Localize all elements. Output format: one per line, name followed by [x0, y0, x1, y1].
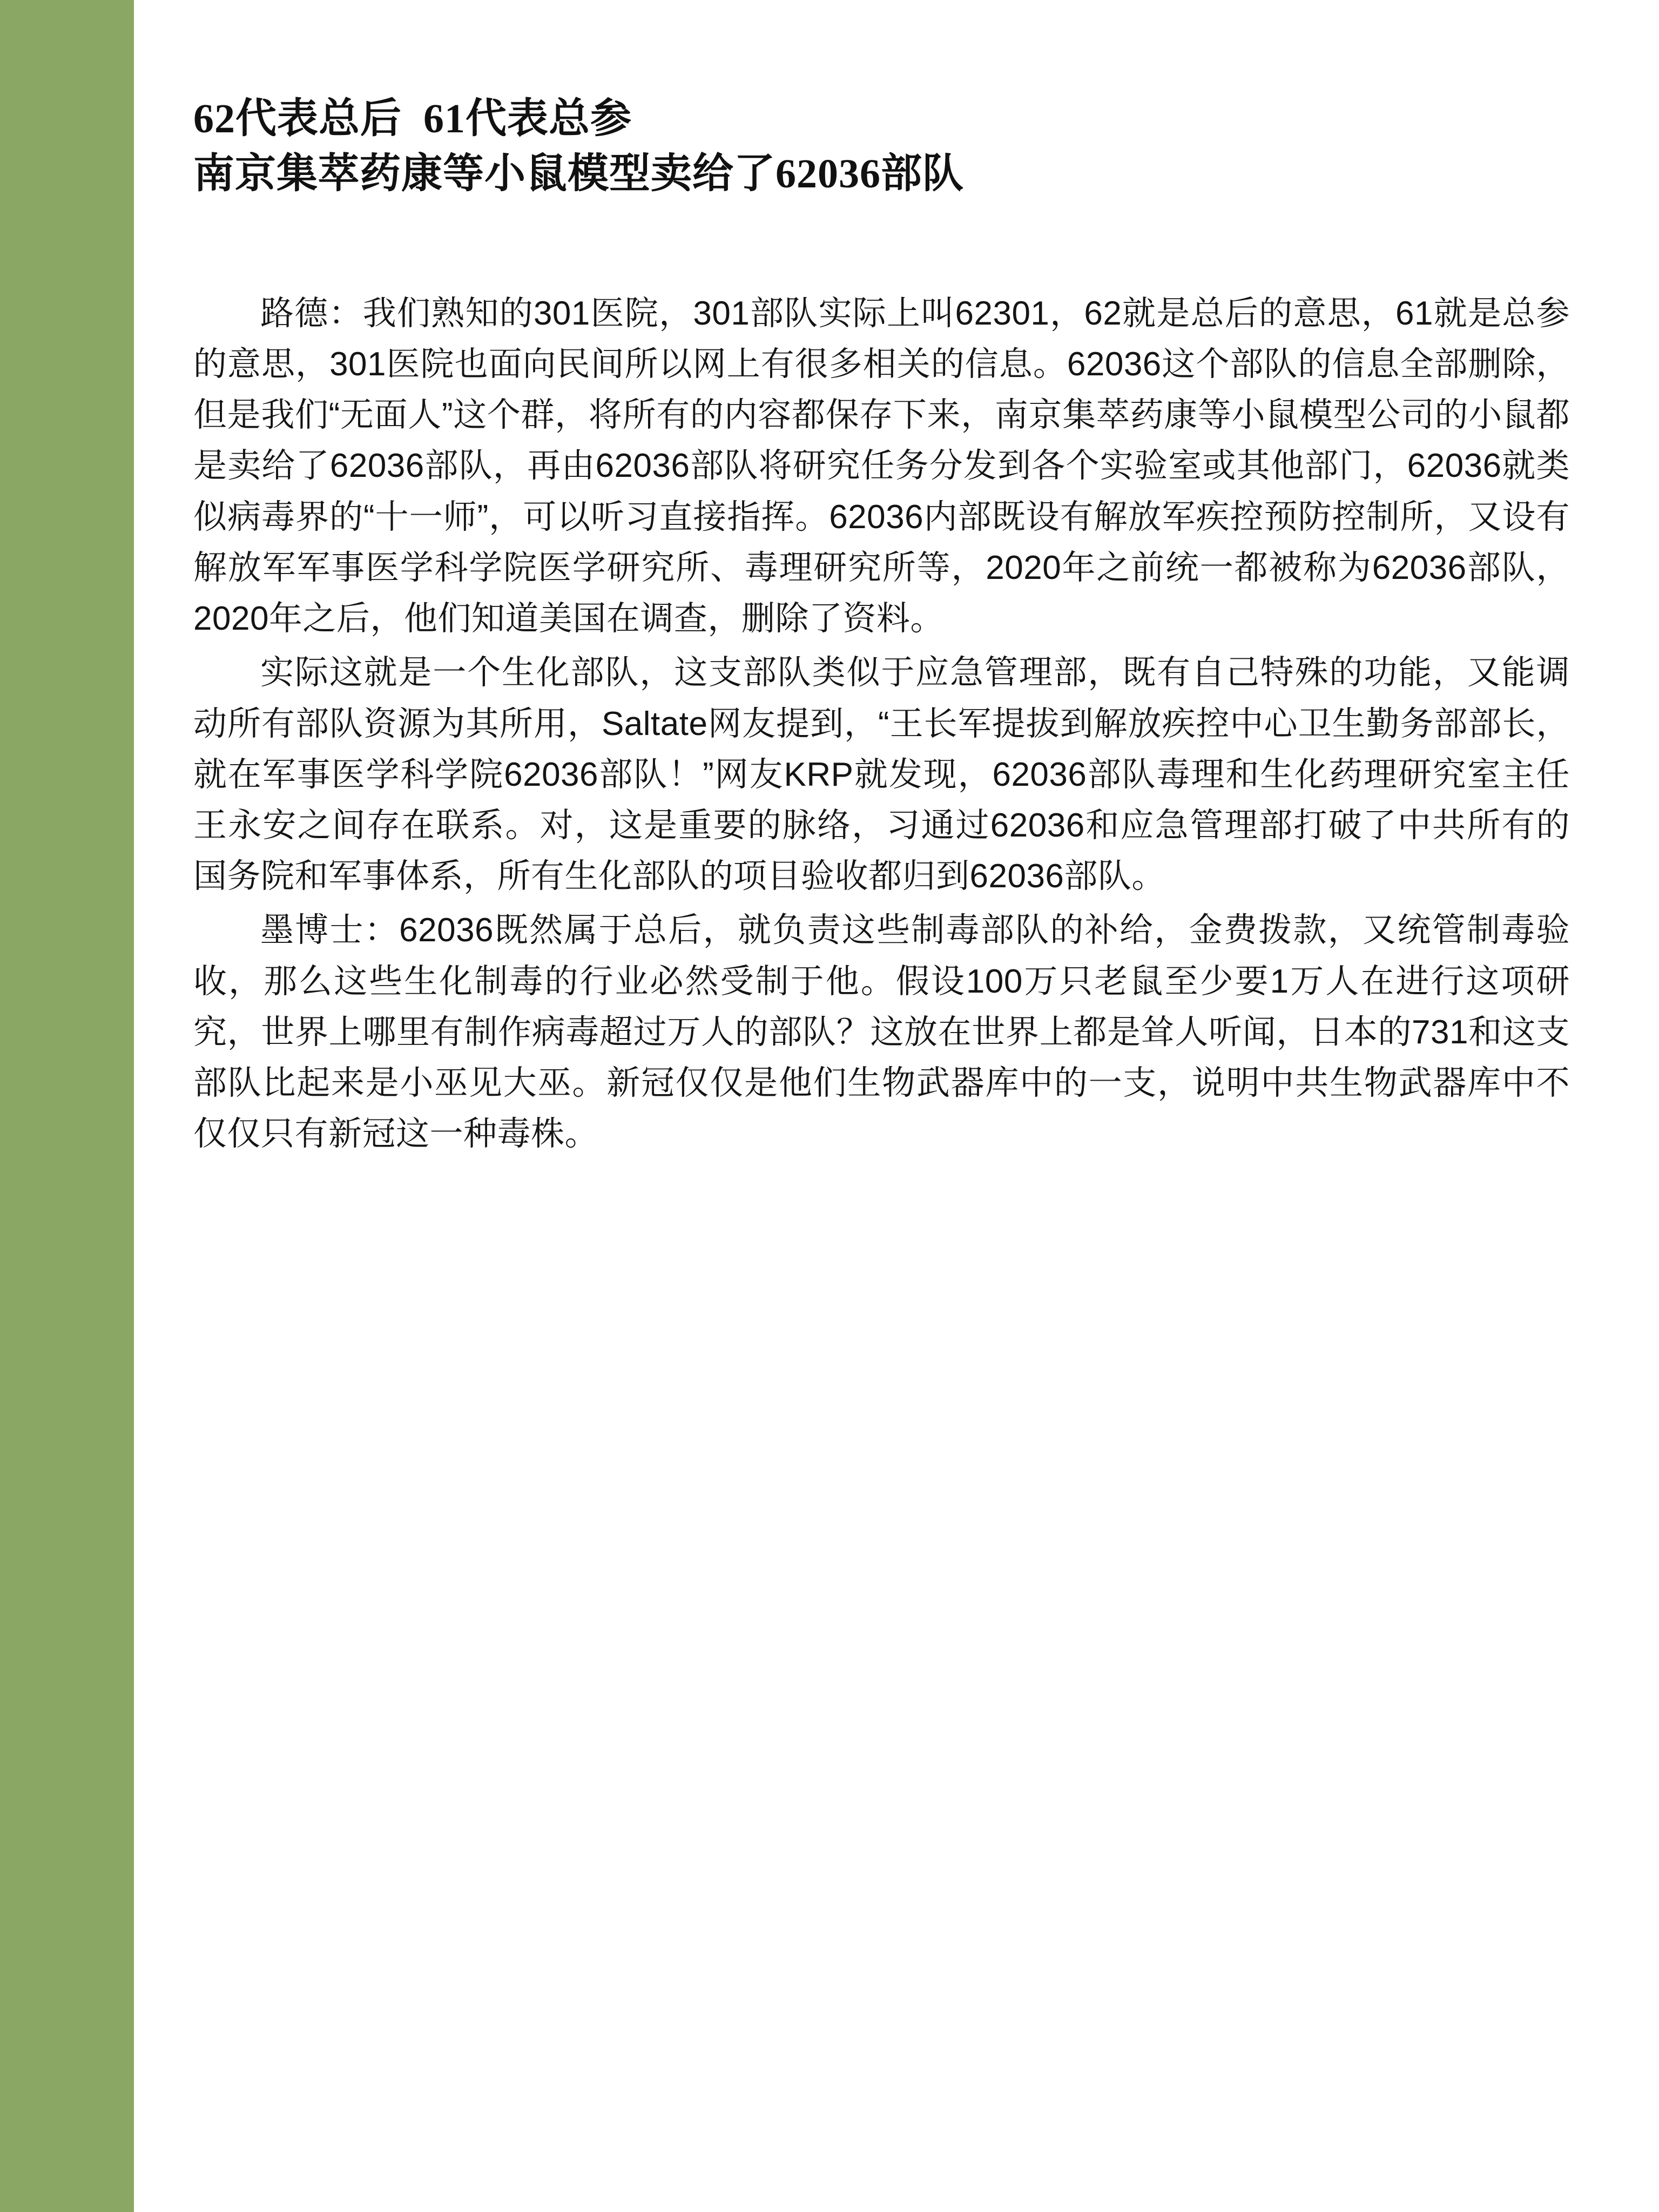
paragraph-1: 路德：我们熟知的301医院，301部队实际上叫62301，62就是总后的意思，61就是总参的意思，301医院也面向民间所以网上有很多相关的信息。62036这个部队的信息全部删除，但是我们“无面人”这个群，将所有的内容都保存下来，南京集萃药康等小鼠模型公司的小鼠都是卖给了62036部队，再由62036部队将研究任务分发到各个实验室或其他部门，62036就类似病毒界的“十一师”，可以听习直接指挥。62036内部既设有解放军疾控预防控制所，又设有解放军军事医学科学院医学研究所、毒理研究所等，2020年之前统一都被称为62036部队，2020年之后，他们知道美国在调查，删除了资料。 [193, 294, 1570, 638]
title-line-1: 62代表总后 61代表总参 [193, 96, 632, 141]
title-line-2: 南京集萃药康等小鼠模型卖给了62036部队 [193, 151, 964, 197]
paragraph-2: 实际这就是一个生化部队，这支部队类似于应急管理部，既有自己特殊的功能，又能调动所有部队资源为其所用，Saltate网友提到，“王长军提拔到解放疾控中心卫生勤务部部长，就在军事医学科学院62036部队！”网友KRP就发现，62036部队毒理和生化药理研究室主任王永安之间存在联系。对，这是重要的脉络，习通过62036和应急管理部打破了中共所有的国务院和军事体系，所有生化部队的项目验收都归到62036部队。 [193, 654, 1570, 895]
document-title [193, 92, 1570, 202]
document-body [193, 288, 1570, 1160]
decorative-left-bar [0, 0, 134, 2212]
paragraph-3: 墨博士：62036既然属于总后，就负责这些制毒部队的补给，金费拨款，又统管制毒验收，那么这些生化制毒的行业必然受制于他。假设100万只老鼠至少要1万人在进行这项研究，世界上哪里有制作病毒超过万人的部队？这放在世界上都是耸人听闻，日本的731和这支部队比起来是小巫见大巫。新冠仅仅是他们生物武器库中的一支，说明中共生物武器库中不仅仅只有新冠这一种毒株。 [193, 912, 1570, 1153]
document-content [134, 0, 1659, 2212]
